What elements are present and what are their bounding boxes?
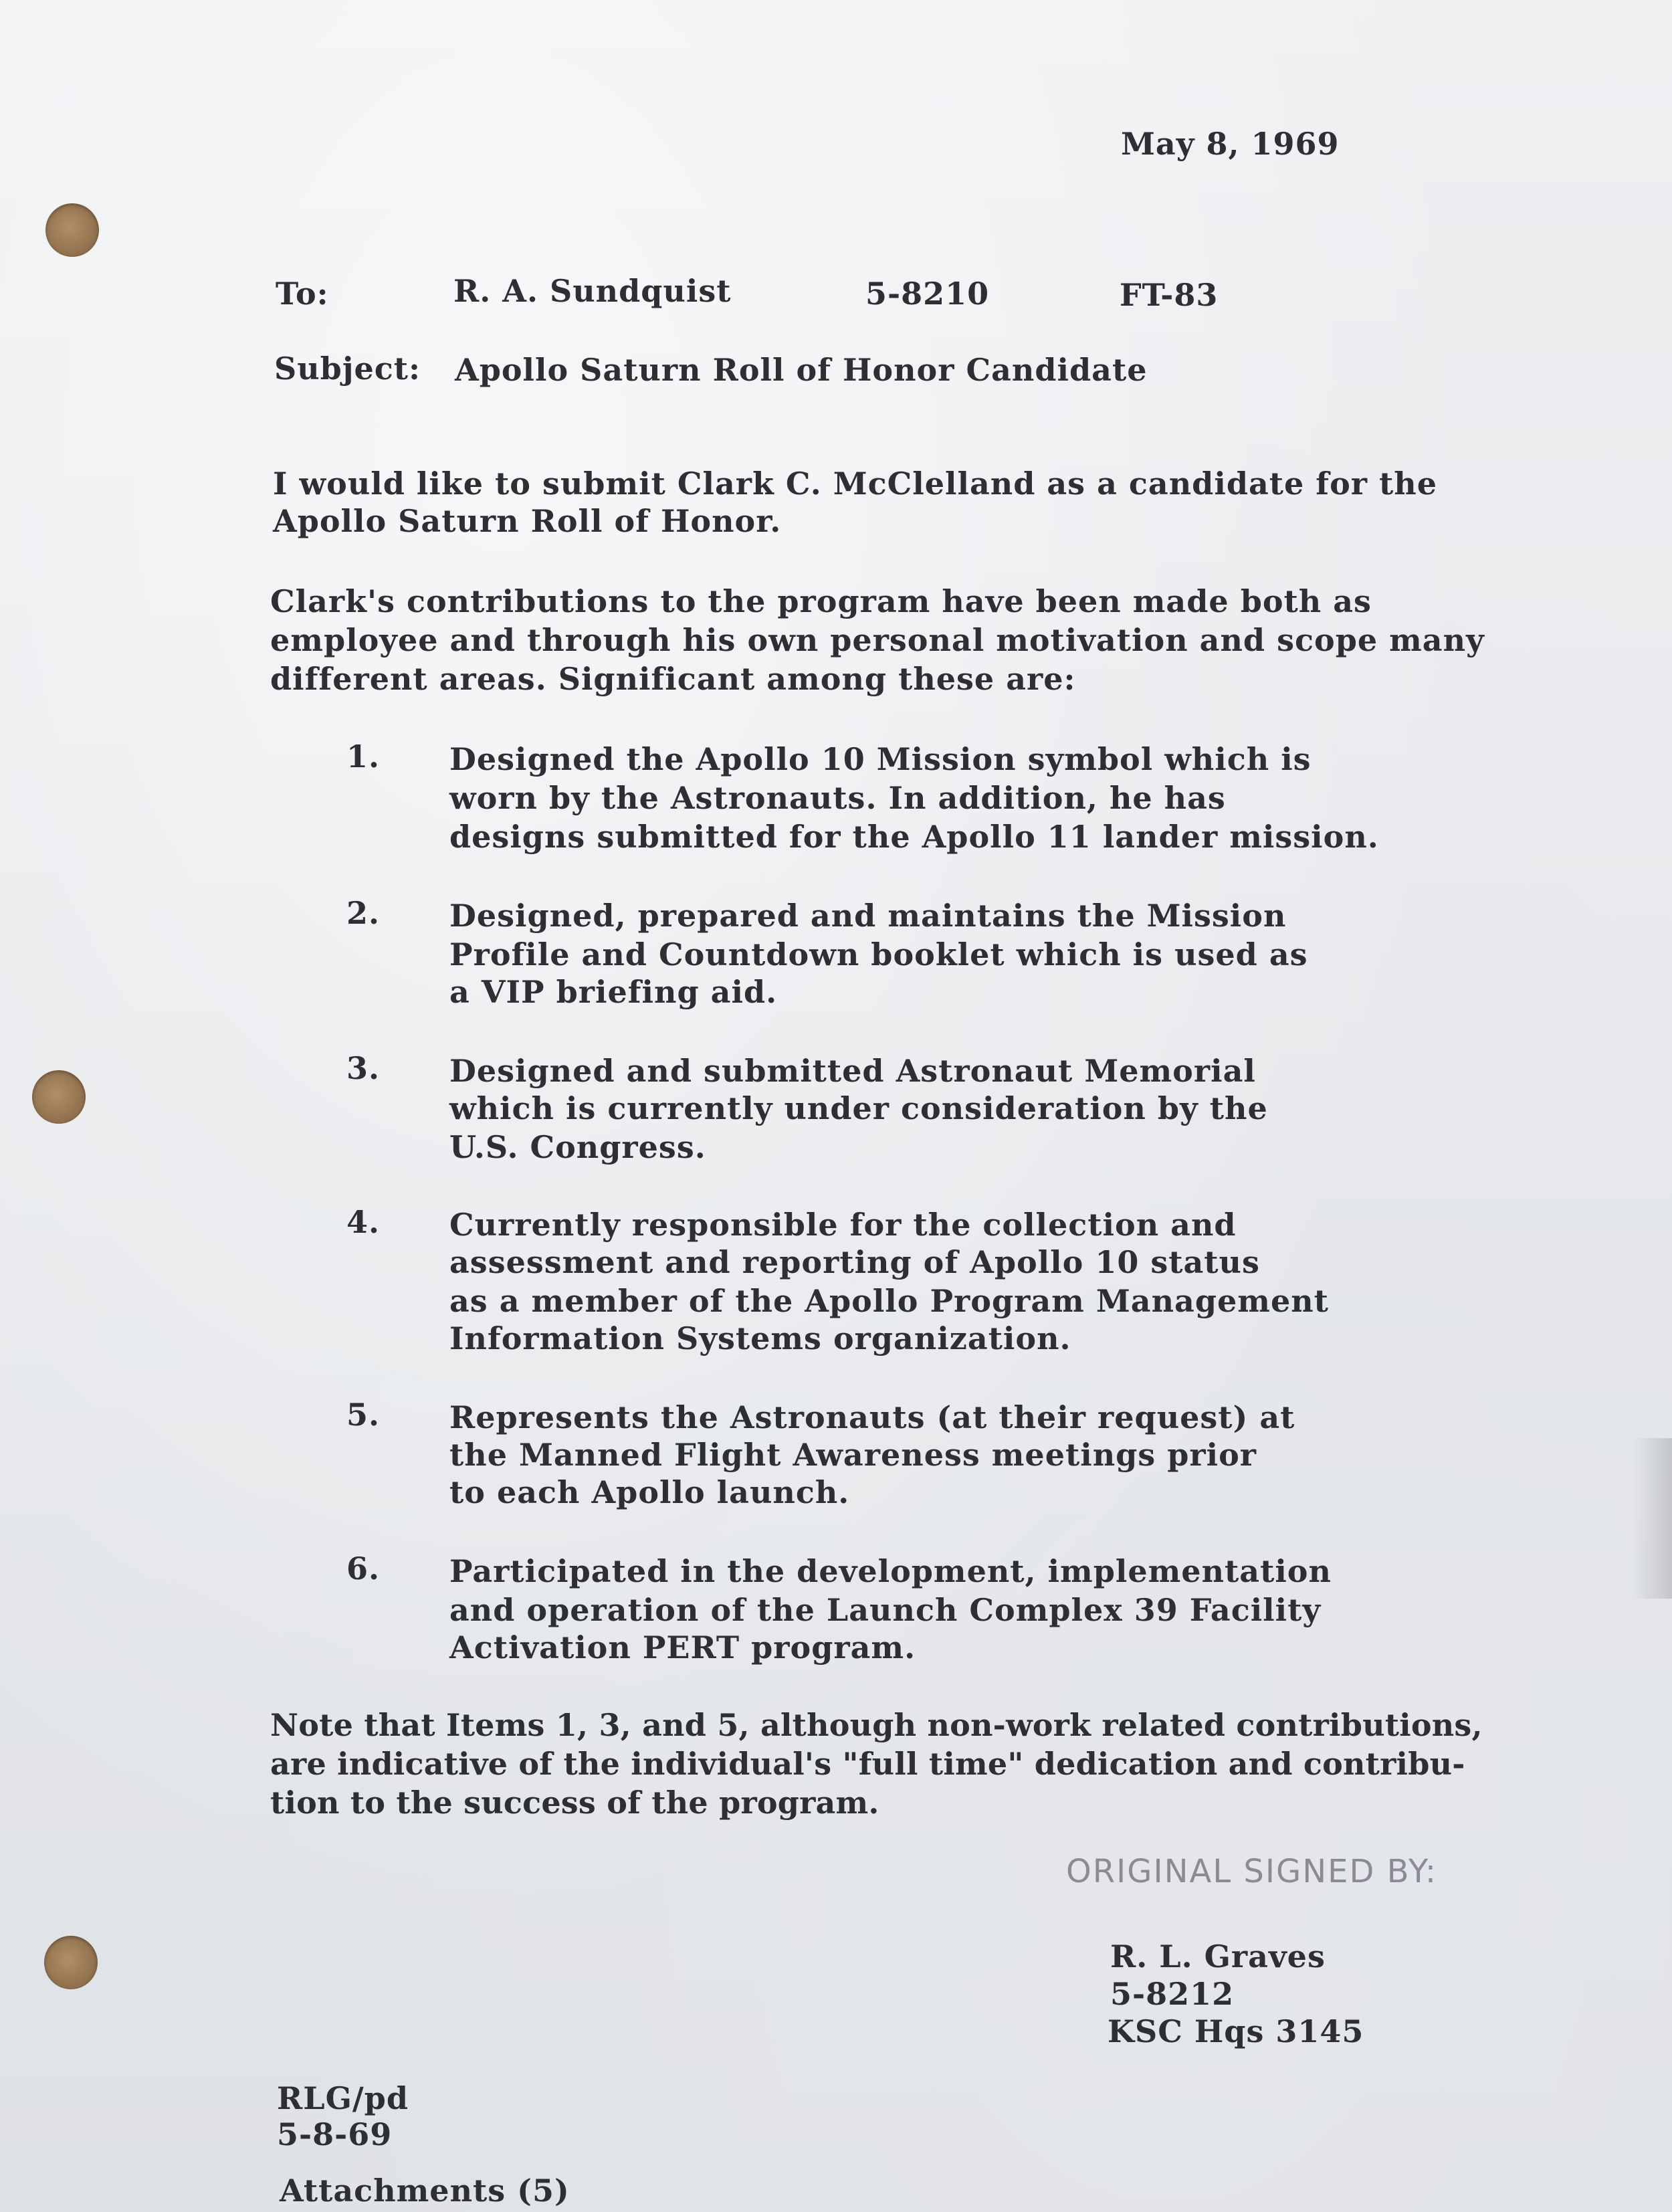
item-number: 1. bbox=[346, 738, 381, 775]
item-line: and operation of the Launch Complex 39 Facility bbox=[449, 1592, 1322, 1628]
paragraph-line: Note that Items 1, 3, and 5, although non-work related contributions, bbox=[270, 1707, 1483, 1743]
punch-hole-bottom bbox=[44, 1936, 98, 1989]
punch-hole-middle bbox=[32, 1070, 86, 1124]
item-line: Participated in the development, implementation bbox=[449, 1553, 1332, 1589]
subject-text: Apollo Saturn Roll of Honor Candidate bbox=[455, 352, 1148, 388]
item-line: Designed, prepared and maintains the Mission bbox=[449, 898, 1287, 934]
page-edge-shadow bbox=[1632, 1438, 1672, 1599]
recipient-name: R. A. Sundquist bbox=[453, 273, 732, 309]
item-line: Activation PERT program. bbox=[449, 1629, 916, 1666]
item-line: a VIP briefing aid. bbox=[449, 974, 778, 1010]
signer-phone: 5-8212 bbox=[1110, 1976, 1235, 2012]
paragraph-line: I would like to submit Clark C. McClelland as a candidate for the bbox=[273, 466, 1437, 502]
to-label: To: bbox=[276, 276, 329, 312]
item-line: the Manned Flight Awareness meetings prior bbox=[449, 1437, 1257, 1473]
item-line: Designed the Apollo 10 Mission symbol which is bbox=[449, 741, 1312, 777]
recipient-phone: 5-8210 bbox=[865, 276, 990, 312]
memo-date: May 8, 1969 bbox=[1121, 126, 1340, 162]
item-line: Information Systems organization. bbox=[449, 1320, 1071, 1356]
paragraph-line: are indicative of the individual's "full time" dedication and contribu- bbox=[270, 1746, 1465, 1782]
reference-date: 5-8-69 bbox=[277, 2116, 393, 2152]
item-line: Currently responsible for the collection and bbox=[449, 1207, 1237, 1243]
reference-initials: RLG/pd bbox=[277, 2080, 409, 2116]
item-line: Profile and Countdown booklet which is used as bbox=[449, 936, 1308, 973]
item-line: Represents the Astronauts (at their request) at bbox=[449, 1399, 1295, 1435]
item-line: designs submitted for the Apollo 11 lander mission. bbox=[449, 819, 1379, 855]
item-number: 2. bbox=[346, 895, 381, 931]
subject-label: Subject: bbox=[274, 350, 421, 387]
item-line: to each Apollo launch. bbox=[449, 1474, 850, 1510]
item-line: U.S. Congress. bbox=[449, 1129, 706, 1165]
recipient-code: FT-83 bbox=[1120, 277, 1219, 313]
item-number: 6. bbox=[346, 1550, 381, 1587]
item-line: which is currently under consideration by the bbox=[449, 1090, 1268, 1126]
punch-hole-top bbox=[45, 203, 99, 257]
signer-office: KSC Hqs 3145 bbox=[1108, 2013, 1364, 2049]
paragraph-line: employee and through his own personal motivation and scope many bbox=[270, 622, 1485, 658]
attachments-note: Attachments (5) bbox=[280, 2173, 570, 2209]
original-signed-stamp: ORIGINAL SIGNED BY: bbox=[1066, 1853, 1438, 1890]
paragraph-line: Clark's contributions to the program have been made both as bbox=[270, 583, 1372, 619]
paragraph-line: tion to the success of the program. bbox=[270, 1785, 879, 1821]
item-number: 4. bbox=[346, 1204, 381, 1240]
paragraph-line: different areas. Significant among these are: bbox=[270, 661, 1076, 697]
paragraph-line: Apollo Saturn Roll of Honor. bbox=[273, 503, 782, 539]
item-line: Designed and submitted Astronaut Memorial bbox=[449, 1053, 1256, 1089]
item-line: assessment and reporting of Apollo 10 status bbox=[449, 1244, 1260, 1280]
item-line: worn by the Astronauts. In addition, he has bbox=[449, 780, 1226, 816]
signer-name: R. L. Graves bbox=[1110, 1938, 1326, 1975]
item-number: 5. bbox=[346, 1397, 381, 1433]
item-line: as a member of the Apollo Program Management bbox=[449, 1283, 1329, 1319]
item-number: 3. bbox=[346, 1050, 381, 1086]
